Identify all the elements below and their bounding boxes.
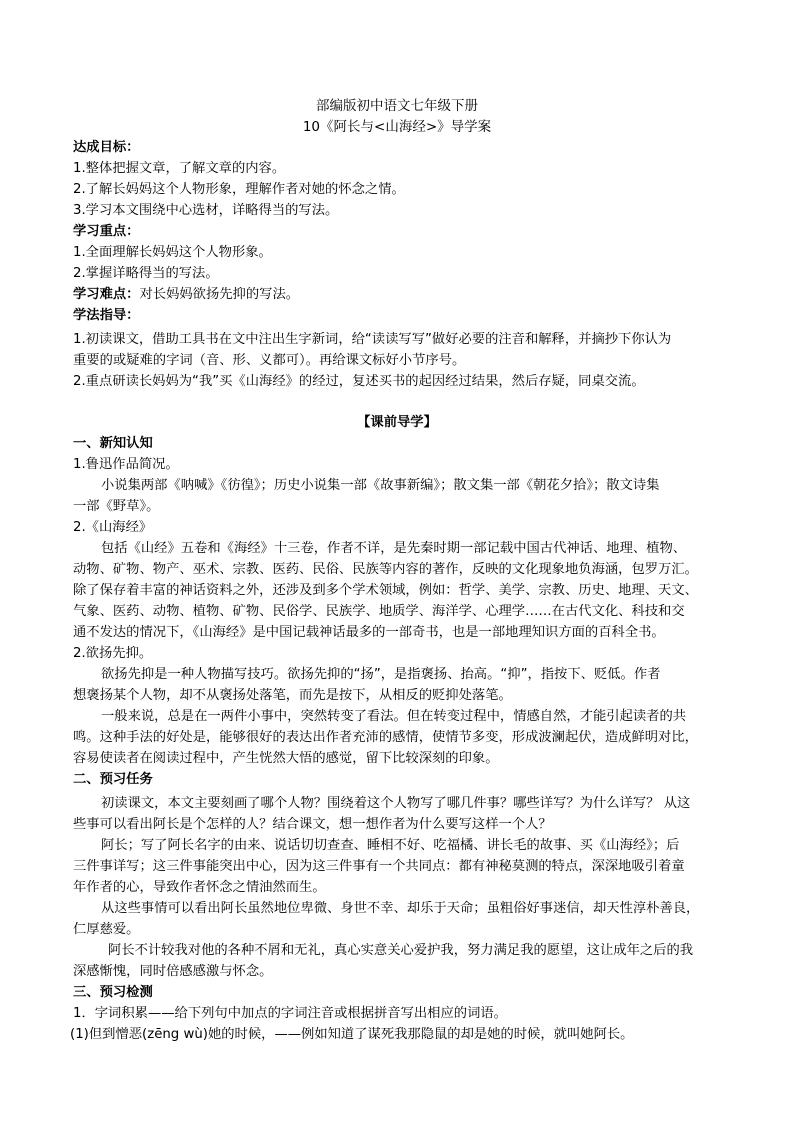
doc-subtitle: 10《阿长与<山海经>》导学案 xyxy=(302,119,492,135)
paragraph-line: 阿长；写了阿长名字的由来、说话切切查查、睡相不好、吃福橘、讲长毛的故事、买《山海经》；后 xyxy=(101,838,680,853)
key-point-item: 2.掌握详略得当的写法。 xyxy=(73,266,219,281)
paragraph-line: 一般来说，总是在一两件小事中，突然转变了看法。但在转变过程中，情感自然，才能引起读者的共 xyxy=(101,709,687,724)
method-heading: 学法指导： xyxy=(73,308,140,323)
exercise-question: (1)但到憎恶(zēng wù)她的时候，——例如知道了谋死我那隐鼠的却是她的时候，就叫她阿长。 xyxy=(70,1027,634,1042)
paragraph-line: 些事可以看出阿长是个怎样的人？结合课文，想一想作者为什么要写这样一个人？ xyxy=(73,817,552,832)
section-item: 1.鲁迅作品简况。 xyxy=(73,457,179,472)
difficulty-text: 对长妈妈欲扬先抑的写法。 xyxy=(139,287,300,302)
section-item: 2.《山海经》 xyxy=(73,520,153,535)
method-line: 重要的或疑难的字词（音、形、义都可）。再给课文标好小节序号。 xyxy=(73,353,466,368)
method-line: 2.重点研读长妈妈为“我”买《山海经》的经过，复述买书的起因经过结果，然后存疑，同桌交流。 xyxy=(73,374,645,389)
paragraph-line: 一部《野草》。 xyxy=(73,499,160,514)
paragraph-line: 容易使读者在阅读过程中，产生恍然大悟的感觉，留下比较深刻的印象。 xyxy=(73,751,499,766)
paragraph-line: 想褒扬某个人物，却不从褒扬处落笔，而先是按下，从相反的贬抑处落笔。 xyxy=(73,688,512,703)
section-heading: 一、新知认知 xyxy=(73,436,153,451)
paragraph-line: 通不发达的情况下，《山海经》是中国记载神话最多的一部奇书，也是一部地理知识方面的百科全书。 xyxy=(73,625,665,640)
paragraph-line: 年作者的心，导致作者怀念之情油然而生。 xyxy=(73,880,326,895)
paragraph-line: 初读课文，本文主要刻画了哪个人物？围绕着这个人物写了哪几件事？哪些详写？为什么详写？ 从这 xyxy=(101,796,691,811)
preclass-heading: 【课前导学】 xyxy=(357,415,437,430)
exercise-item: 1．字词积累——给下列句中加点的字词注音或根据拼音写出相应的词语。 xyxy=(73,1006,507,1021)
section-heading: 三、预习检测 xyxy=(73,985,153,1000)
paragraph-line: 仁厚慈爱。 xyxy=(73,922,140,937)
paragraph-line: 三件事详写；这三件事能突出中心，因为这三件事有一个共同点：都有神秘莫测的特点，深深地吸引着童 xyxy=(73,859,685,874)
goal-item: 1.整体把握文章，了解文章的内容。 xyxy=(73,161,286,176)
paragraph-line: 从这些事情可以看出阿长虽然地位卑微、身世不幸、却乐于天命；虽粗俗好事迷信，却天性淳朴善良， xyxy=(101,901,700,916)
goal-item: 2.了解长妈妈这个人物形象，理解作者对她的怀念之情。 xyxy=(73,182,405,197)
paragraph-line: 除了保存着丰富的神话资料之外，还涉及到多个学术领域，例如：哲学、美学、宗教、历史、地理、天文、 xyxy=(73,583,698,598)
paragraph-line: 动物、矿物、物产、巫术、宗教、医药、民俗、民族等内容的著作，反映的文化现象地负海涵，包罗万汇。 xyxy=(73,562,698,577)
section-item: 2.欲扬先抑。 xyxy=(73,646,153,661)
difficulty-line xyxy=(73,287,723,303)
goals-heading: 达成目标： xyxy=(73,140,140,155)
paragraph-line: 气象、医药、动物、植物、矿物、民俗学、民族学、地质学、海洋学、心理学……在古代文化、科技和交 xyxy=(73,604,685,619)
paragraph-line: 包括《山经》五卷和《海经》十三卷，作者不详，是先秦时期一部记载中国古代神话、地理、植物、 xyxy=(101,541,687,556)
key-point-item: 1.全面理解长妈妈这个人物形象。 xyxy=(73,245,272,260)
difficulty-heading: 学习难点： xyxy=(73,287,140,302)
section-heading: 二、预习任务 xyxy=(73,772,153,787)
key-points-heading: 学习重点： xyxy=(73,224,140,239)
paragraph-line: 鸣。这种手法的好处是，能够很好的表达出作者充沛的感情，使情节多变，形成波澜起伏，造成鲜明对比， xyxy=(73,730,698,745)
paragraph-line: 阿长不计较我对他的各种不屑和无礼，真心实意关心爱护我，努力满足我的愿望，这让成年之后的我 xyxy=(108,943,694,958)
doc-title: 部编版初中语文七年级下册 xyxy=(316,98,478,114)
method-line: 1.初读课文，借助工具书在文中注出生字新词，给“读读写写”做好必要的注音和解释，并摘抄下你认为 xyxy=(73,332,672,347)
paragraph-line: 欲扬先抑是一种人物描写技巧。欲扬先抑的“扬”，是指褒扬、抬高。“抑”，指按下、贬低。作者 xyxy=(101,667,661,682)
paragraph-line: 深感惭愧，同时倍感感激与怀念。 xyxy=(73,964,273,979)
goal-item: 3.学习本文围绕中心选材，详略得当的写法。 xyxy=(73,203,339,218)
paragraph-line: 小说集两部《呐喊》《彷徨》；历史小说集一部《故事新编》；散文集一部《朝花夕拾》；散文诗集 xyxy=(101,478,660,493)
